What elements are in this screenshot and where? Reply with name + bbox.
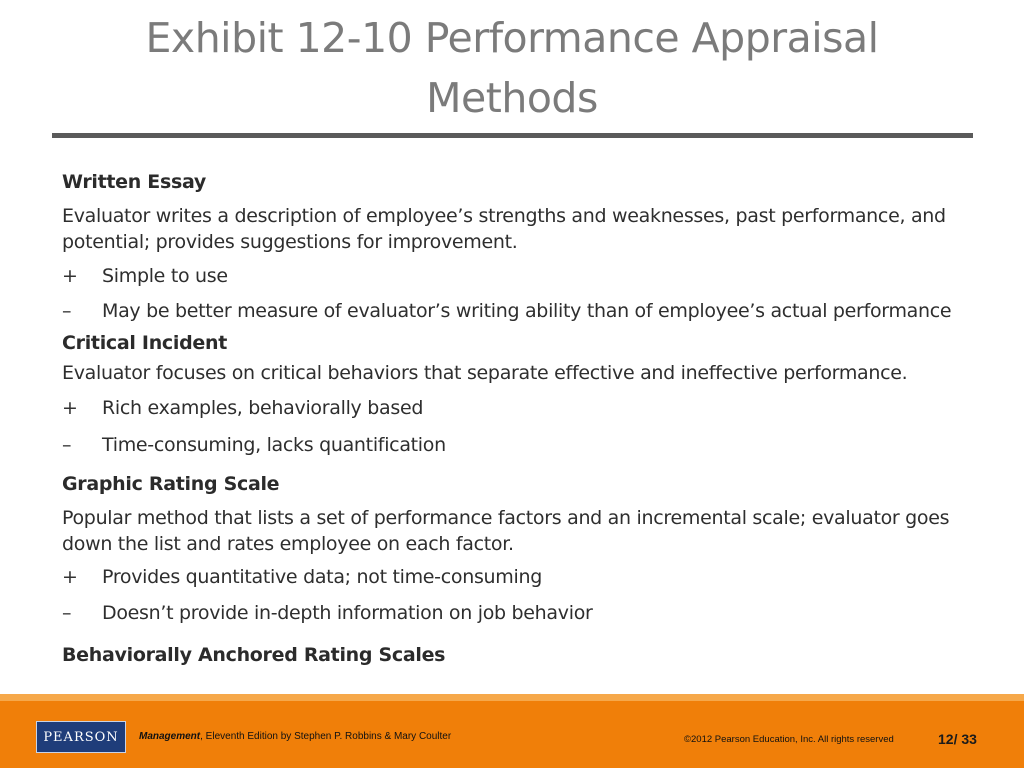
title-line-1: Exhibit 12-10 Performance Appraisal [145, 14, 879, 62]
plus-icon: + [62, 566, 78, 588]
method-heading: Behaviorally Anchored Rating Scales [62, 644, 446, 666]
method-advantage [62, 565, 972, 589]
title-divider [52, 133, 973, 138]
copyright-notice: ©2012 Pearson Education, Inc. All rights reserved [684, 734, 894, 745]
plus-icon: + [62, 265, 78, 287]
title-line-2: Methods [426, 74, 598, 122]
method-drawback [62, 433, 972, 457]
method-advantage [62, 396, 972, 420]
minus-icon: – [62, 602, 72, 624]
footer-highlight-line [0, 694, 1024, 701]
method-graphic-rating-scale [62, 472, 972, 625]
method-description: Evaluator writes a description of employee’s strengths and weaknesses, past performance, and potential; provides suggestions for improvement. [62, 205, 946, 253]
advantage-text: Simple to use [102, 265, 228, 287]
method-bars [62, 643, 972, 667]
method-heading: Critical Incident [62, 332, 228, 354]
method-drawback [62, 601, 972, 625]
advantage-text: Provides quantitative data; not time-consuming [102, 566, 542, 588]
minus-icon: – [62, 300, 72, 322]
book-title: Management [139, 731, 201, 742]
drawback-text: Time-consuming, lacks quantification [102, 434, 446, 456]
minus-icon: – [62, 434, 72, 456]
book-credit [139, 731, 451, 742]
method-description: Popular method that lists a set of performance factors and an incremental scale; evaluator goes down the list and rates employee on each factor. [62, 507, 950, 555]
method-written-essay [62, 170, 972, 323]
logo-text: PEARSON [43, 729, 119, 745]
pearson-logo [36, 721, 126, 753]
method-description: Evaluator focuses on critical behaviors that separate effective and ineffective performance. [62, 362, 908, 384]
method-drawback [62, 299, 972, 323]
page-number: 12/ 33 [938, 731, 977, 747]
advantage-text: Rich examples, behaviorally based [102, 397, 424, 419]
method-heading: Written Essay [62, 171, 207, 193]
method-critical-incident [62, 331, 972, 457]
drawback-text: May be better measure of evaluator’s writing ability than of employee’s actual performance [102, 300, 952, 322]
book-authors: , Eleventh Edition by Stephen P. Robbins & Mary Coulter [200, 731, 452, 742]
plus-icon: + [62, 397, 78, 419]
method-heading: Graphic Rating Scale [62, 473, 280, 495]
methods-table [62, 170, 972, 678]
slide-title [60, 8, 964, 128]
method-advantage [62, 264, 972, 288]
drawback-text: Doesn’t provide in-depth information on job behavior [102, 602, 593, 624]
